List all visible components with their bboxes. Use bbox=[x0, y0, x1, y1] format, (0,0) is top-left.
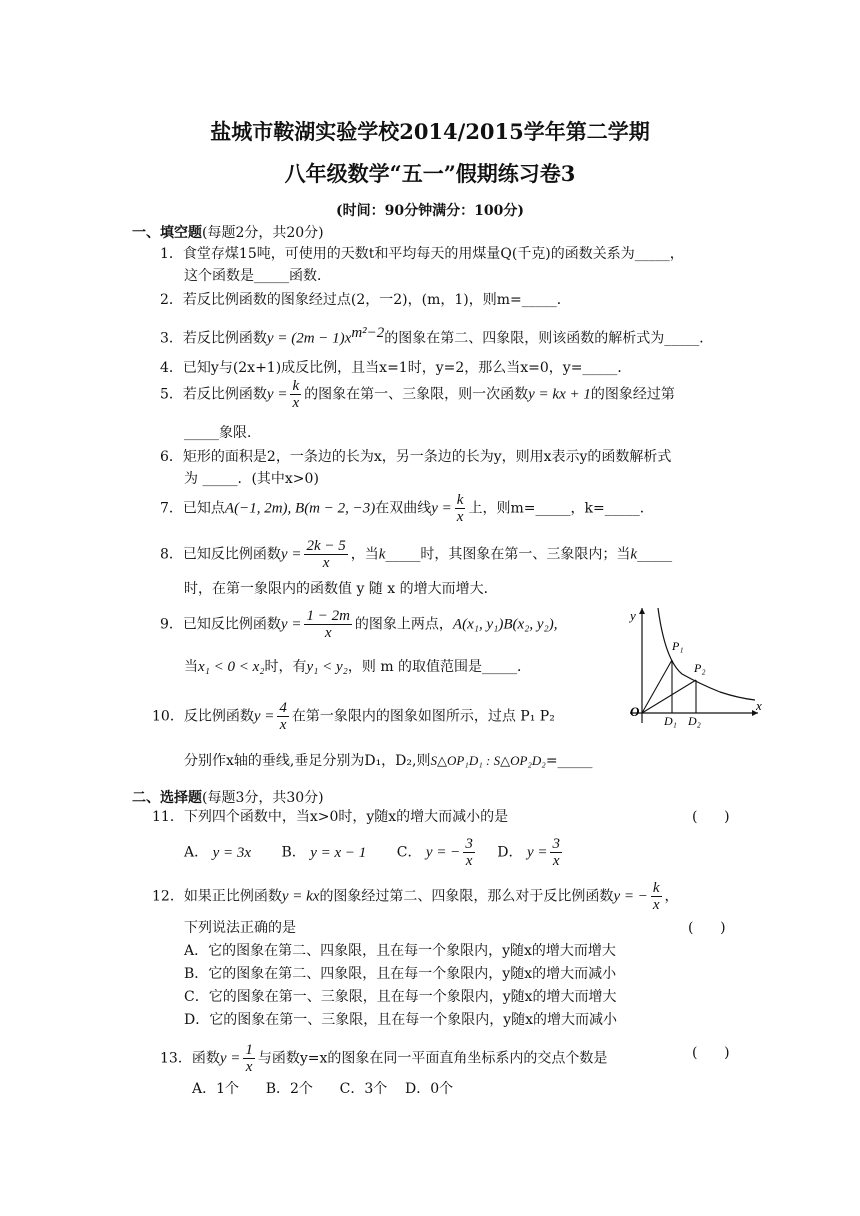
question-6-line2: 为 _____．(其中x>0) bbox=[184, 471, 319, 487]
q9-mid: 的图象上两点， bbox=[354, 616, 453, 633]
y-axis-arrow bbox=[639, 608, 645, 614]
q5-linear: y = kx + 1 bbox=[528, 386, 591, 403]
question-1-line2: 这个函数是_____函数． bbox=[184, 268, 331, 284]
q12-option-b[interactable]: B．它的图象在第二、四象限，且在每一个象限内，y随x的增大而减小 bbox=[184, 966, 617, 982]
question-12-line2: 下列说法正确的是 bbox=[184, 920, 296, 936]
q8-lhs: y = bbox=[280, 546, 302, 563]
q9-l2-mid: 时，有 bbox=[264, 659, 307, 675]
q7-post: 上，则m=_____，k=_____． bbox=[468, 500, 654, 517]
fig-y-label: y bbox=[630, 608, 636, 623]
q11-c-fraction bbox=[463, 836, 475, 869]
q11-d-den: x bbox=[552, 853, 560, 869]
fig-x-label: x bbox=[756, 698, 762, 713]
q10-num: 4 bbox=[279, 700, 287, 716]
q11-option-c-label[interactable]: C． bbox=[396, 844, 422, 861]
q13-lhs: y = bbox=[219, 1050, 241, 1067]
fig-origin-label: O bbox=[630, 704, 640, 719]
line-o-p1 bbox=[642, 660, 672, 713]
q12-fraction bbox=[651, 880, 662, 913]
document-title: 盐城市鞍湖实验学校2014/2015学年第二学期 bbox=[210, 119, 650, 144]
fig-p1-label: P₁ bbox=[672, 639, 684, 653]
q11-option-b[interactable]: y = x − 1 bbox=[310, 844, 367, 861]
q8-k2: k bbox=[630, 546, 638, 563]
q12-lhs: y = − bbox=[613, 888, 648, 905]
section2-note: (每题3分，共30分) bbox=[202, 790, 324, 806]
fig-d2-label: D₂ bbox=[688, 714, 701, 728]
q10-ratio: S△OP₁D₁ : S△OP₂D₂ bbox=[430, 753, 546, 768]
question-1-line1: 1．食堂存煤15吨，可使用的天数t和平均每天的用煤量Q(千克)的函数关系为_____， bbox=[160, 246, 684, 262]
q8-num: 2k − 5 bbox=[306, 538, 346, 554]
q11-option-a[interactable]: y = 3x bbox=[212, 844, 252, 861]
q3-formula: y = (2m − 1)x bbox=[266, 330, 352, 347]
q10-pre: 10．反比例函数 bbox=[152, 708, 254, 725]
section-multiple-choice bbox=[132, 787, 324, 807]
q10-lhs: y = bbox=[253, 708, 275, 725]
q13-options[interactable]: A．1个 B．2个 C．3个 D．0个 bbox=[192, 1081, 454, 1097]
q9-cond1: x₁ < 0 < x₂ bbox=[198, 659, 265, 675]
question-8-line1 bbox=[160, 538, 672, 571]
q11-option-d-label[interactable]: D． bbox=[497, 844, 523, 861]
q10-fraction bbox=[277, 700, 289, 733]
q9-l2-post: ，则 m 的取值范围是_____． bbox=[347, 659, 532, 675]
q12-pre: 12．如果正比例函数 bbox=[152, 888, 282, 905]
q5-pre: 5．若反比例函数 bbox=[160, 386, 267, 403]
question-9-line1 bbox=[160, 608, 557, 641]
q12-option-c[interactable]: C．它的图象在第一、三象限，且在每一个象限内，y随x的增大而增大 bbox=[184, 989, 617, 1005]
section2-label: 二、选择题 bbox=[132, 790, 202, 806]
question-8-line2: 时，在第一象限内的函数值 y 随 x 的增大而增大． bbox=[184, 581, 498, 597]
section-label: 一、填空题 bbox=[132, 225, 202, 241]
q7-den: x bbox=[456, 509, 464, 525]
q8-den: x bbox=[322, 555, 330, 571]
question-13 bbox=[160, 1042, 607, 1075]
q13-answer-paren[interactable]: ( ) bbox=[692, 1045, 730, 1061]
q11-c-num: 3 bbox=[465, 836, 473, 852]
q8-post: _____ bbox=[637, 546, 673, 563]
q10-tail: =_____ bbox=[545, 753, 593, 769]
q11-options bbox=[184, 836, 565, 869]
q7-fraction bbox=[455, 492, 466, 525]
q5-fraction bbox=[290, 378, 301, 411]
question-10-line1 bbox=[152, 700, 555, 733]
q5-num: k bbox=[292, 378, 300, 394]
q8-k1: k bbox=[378, 546, 386, 563]
q13-fraction bbox=[243, 1042, 255, 1075]
q3-post: 的图象在第二、四象限，则该函数的解析式为_____． bbox=[384, 330, 714, 347]
document-subtitle: 八年级数学“五一”假期练习卷3 bbox=[284, 161, 576, 186]
q7-points: A(−1, 2m), B(m − 2, −3) bbox=[224, 500, 376, 517]
q11-d-fraction bbox=[550, 836, 562, 869]
q12-option-d[interactable]: D．它的图象在第一、三象限，且在每一个象限内，y随x的增大而减小 bbox=[184, 1012, 618, 1028]
q13-den: x bbox=[245, 1059, 253, 1075]
q9-lhs: y = bbox=[280, 616, 302, 633]
q9-l2-pre: 当 bbox=[184, 659, 198, 675]
fig-d1-label: D₁ bbox=[664, 714, 677, 728]
q9-cond2: y₁ < y₂ bbox=[306, 659, 348, 675]
question-12-line1 bbox=[152, 880, 679, 913]
question-4: 4．已知y与(2x+1)成反比例，且当x=1时，y=2，那么当x=0，y=_____． bbox=[160, 360, 632, 376]
hyperbola-figure bbox=[620, 598, 770, 728]
q8-fraction bbox=[304, 538, 347, 571]
q11-option-b-label[interactable]: B． bbox=[281, 844, 306, 861]
q8-mid1: ，当 bbox=[350, 546, 379, 563]
q5-mid: 的图象在第一、三象限，则一次函数 bbox=[304, 386, 529, 403]
question-6-line1: 6．矩形的面积是2，一条边的长为x，另一条边的长为y，则用x表示y的函数解析式 bbox=[160, 449, 672, 465]
fig-p2-label: P₂ bbox=[694, 661, 706, 675]
q5-den: x bbox=[292, 395, 300, 411]
q12-answer-paren[interactable]: ( ) bbox=[688, 920, 726, 936]
question-3 bbox=[160, 322, 713, 350]
q11-c-den: x bbox=[465, 853, 473, 869]
question-5-line2: _____象限． bbox=[184, 425, 261, 441]
q12-option-a[interactable]: A．它的图象在第二、四象限，且在每一个象限内，y随x的增大而增大 bbox=[184, 943, 616, 959]
q7-lhs: y = bbox=[431, 500, 452, 517]
q13-pre: 13．函数 bbox=[160, 1050, 220, 1067]
question-11: 11．下列四个函数中，当x>0时，y随x的增大而减小的是 bbox=[152, 809, 509, 825]
question-7 bbox=[160, 492, 654, 525]
q13-num: 1 bbox=[245, 1042, 253, 1058]
q12-mid: 的图象经过第二、四象限，那么对于反比例函数 bbox=[319, 888, 614, 905]
q10-den: x bbox=[279, 717, 287, 733]
q10-post: 在第一象限内的图象如图所示，过点 P₁ P₂ bbox=[291, 708, 555, 725]
q12-num: k bbox=[652, 880, 660, 896]
q12-den: x bbox=[652, 897, 660, 913]
section-fill-blank bbox=[132, 222, 324, 242]
q11-answer-paren[interactable]: ( ) bbox=[692, 809, 730, 825]
time-info: (时间：90分钟满分：100分) bbox=[336, 203, 524, 219]
q11-option-a-label[interactable]: A． bbox=[184, 844, 209, 861]
question-2: 2．若反比例函数的图象经过点(2，一2)，(m，1)，则m=_____． bbox=[160, 292, 571, 308]
q12-post: ， bbox=[664, 888, 679, 905]
q9-den: x bbox=[324, 625, 332, 641]
q7-mid: 在双曲线 bbox=[375, 500, 432, 517]
q8-mid2: _____时，其图象在第一、三象限内；当 bbox=[385, 546, 631, 563]
q3-pre: 3．若反比例函数 bbox=[160, 330, 267, 347]
q7-pre: 7．已知点 bbox=[160, 500, 225, 517]
q13-post: 与函数y=x的图象在同一平面直角坐标系内的交点个数是 bbox=[257, 1050, 608, 1067]
q9-points: A(x₁, y₁)B(x₂, y₂), bbox=[452, 616, 558, 633]
q9-fraction bbox=[304, 608, 351, 641]
q11-option-d[interactable]: y = bbox=[526, 844, 548, 861]
section-note: (每题2分，共20分) bbox=[202, 225, 324, 241]
q9-pre: 9．已知反比例函数 bbox=[160, 616, 281, 633]
q12-f1: y = kx bbox=[281, 888, 320, 905]
q3-exponent: m²−2 bbox=[351, 325, 385, 341]
q11-d-num: 3 bbox=[552, 836, 560, 852]
q8-pre: 8．已知反比例函数 bbox=[160, 546, 281, 563]
question-9-line2 bbox=[184, 656, 531, 678]
q11-option-c[interactable]: y = − bbox=[425, 844, 461, 861]
q9-num: 1 − 2m bbox=[306, 608, 350, 624]
q10-line2-text: 分别作x轴的垂线,垂足分别为D₁，D₂,则 bbox=[184, 753, 431, 769]
q5-post: 的图象经过第 bbox=[590, 386, 675, 403]
question-5-line1 bbox=[160, 378, 675, 411]
q7-num: k bbox=[456, 492, 464, 508]
q5-lhs: y = bbox=[266, 386, 288, 403]
line-o-p2 bbox=[642, 680, 696, 713]
question-10-line2 bbox=[184, 750, 593, 772]
